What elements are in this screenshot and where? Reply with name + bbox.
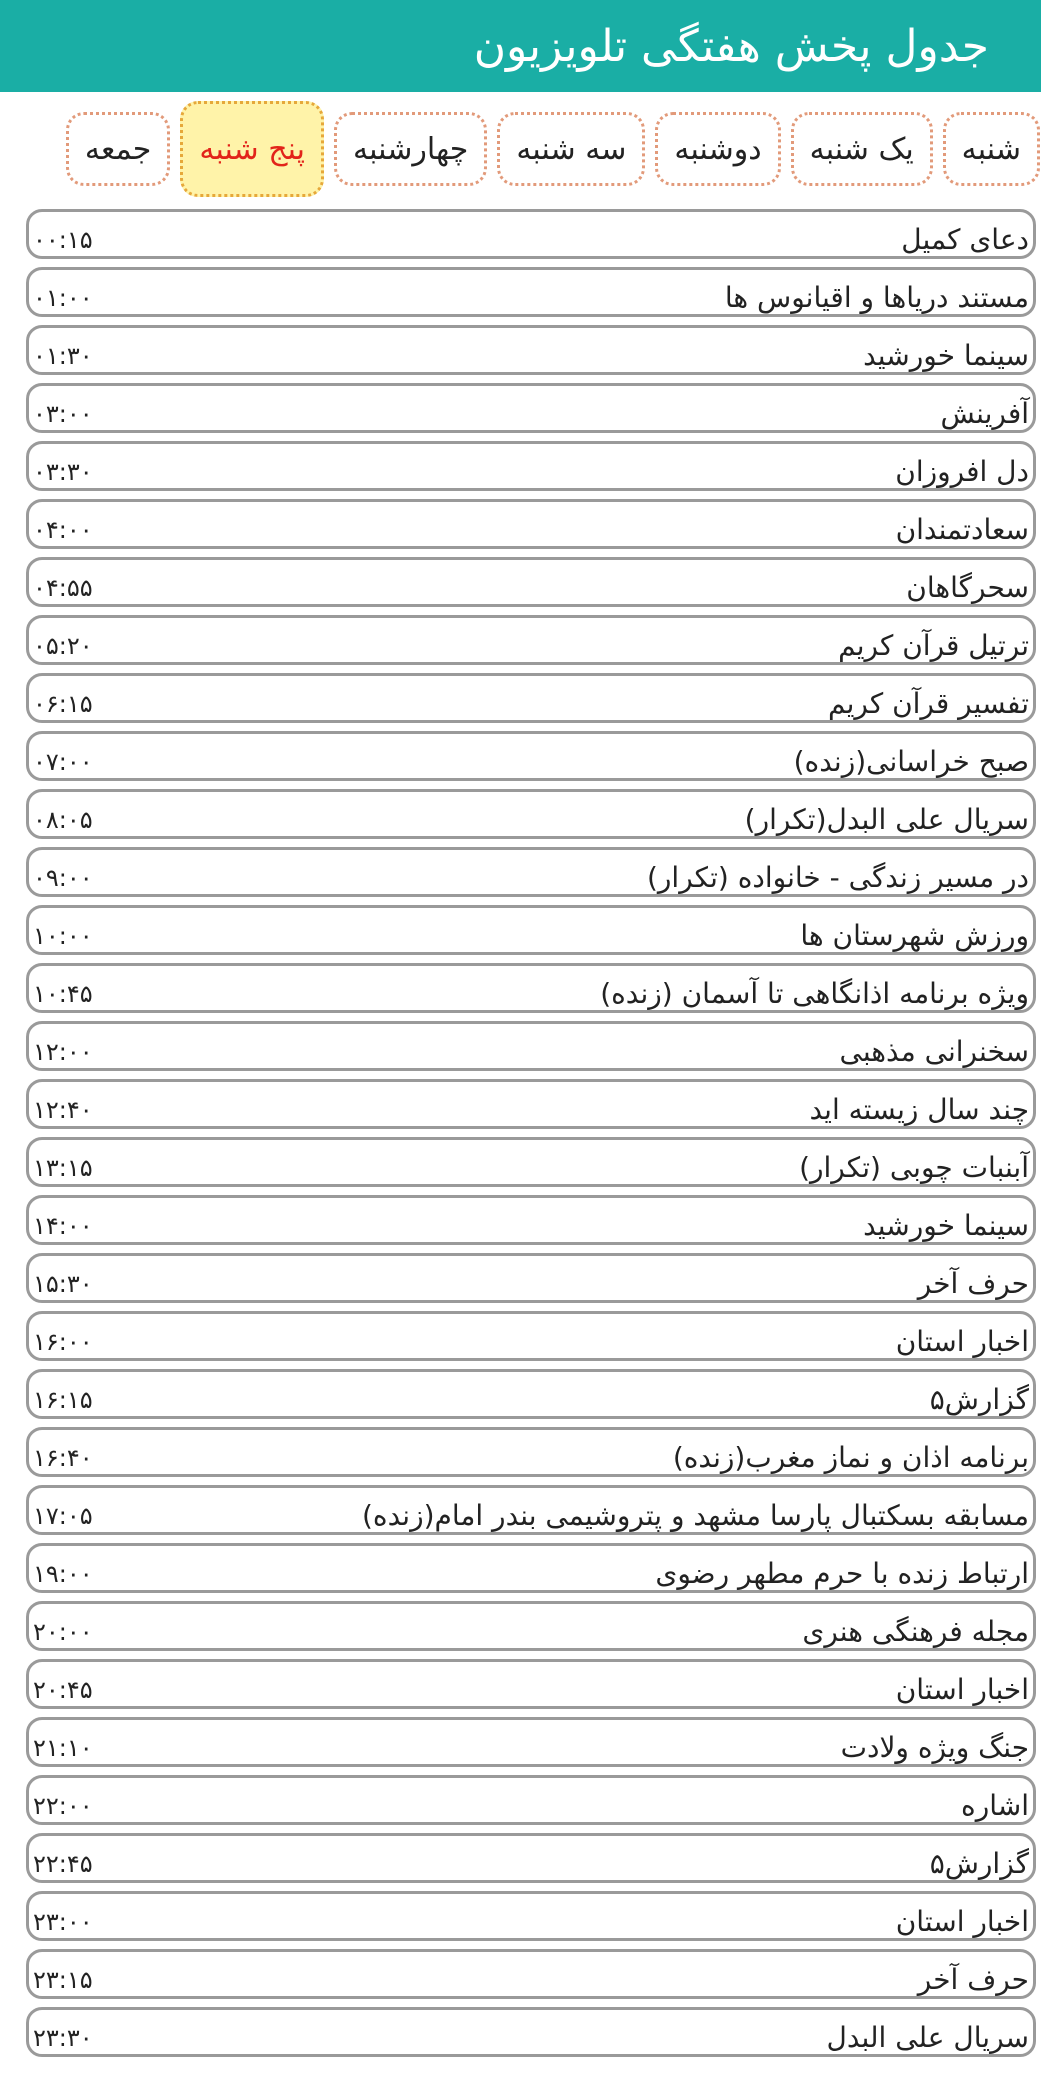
program-time: ۰۱:۳۰: [33, 342, 93, 370]
program-time: ۰۳:۰۰: [33, 400, 93, 428]
program-title: تفسیر قرآن کریم: [827, 687, 1029, 720]
program-time: ۰۷:۰۰: [33, 748, 93, 776]
program-title: در مسیر زندگی - خانواده (تکرار): [646, 861, 1029, 894]
program-time: ۲۳:۰۰: [33, 1908, 93, 1936]
program-title: سریال علی البدل: [826, 2021, 1029, 2054]
schedule-row: [26, 615, 1036, 665]
program-time: ۱۳:۱۵: [33, 1154, 93, 1182]
schedule-row: [26, 963, 1036, 1013]
program-title: سینما خورشید: [863, 339, 1029, 372]
day-tabs: [30, 100, 1040, 198]
schedule-row: [26, 1543, 1036, 1593]
program-time: ۰۳:۳۰: [33, 458, 93, 486]
schedule-row: [26, 1079, 1036, 1129]
program-time: ۲۰:۴۵: [33, 1676, 93, 1704]
program-time: ۱۶:۴۰: [33, 1444, 93, 1472]
program-title: گزارش۵: [929, 1383, 1029, 1416]
program-time: ۱۲:۰۰: [33, 1038, 93, 1066]
schedule-row: [26, 2007, 1036, 2057]
tab-tuesday[interactable]: [497, 112, 645, 186]
program-time: ۰۴:۰۰: [33, 516, 93, 544]
program-time: ۲۰:۰۰: [33, 1618, 93, 1646]
program-time: ۲۳:۳۰: [33, 2024, 93, 2052]
program-time: ۰۹:۰۰: [33, 864, 93, 892]
tab-label: جمعه: [84, 131, 152, 167]
program-time: ۱۰:۴۵: [33, 980, 93, 1008]
program-title: گزارش۵: [929, 1847, 1029, 1880]
schedule-row: [26, 499, 1036, 549]
program-title: مسابقه بسکتبال پارسا مشهد و پتروشیمی بندر امام(زنده): [361, 1499, 1029, 1532]
program-title: ورزش شهرستان ها: [800, 919, 1029, 952]
program-time: ۰۶:۱۵: [33, 690, 93, 718]
schedule-row: [26, 1485, 1036, 1535]
schedule-row: [26, 383, 1036, 433]
schedule-row: [26, 1949, 1036, 1999]
page-header: [0, 0, 1041, 92]
program-time: ۱۵:۳۰: [33, 1270, 93, 1298]
program-title: آبنبات چوبی (تکرار): [799, 1151, 1029, 1184]
program-title: دعای کمیل: [901, 223, 1029, 256]
tab-label: یک شنبه: [809, 131, 914, 167]
schedule-row: [26, 673, 1036, 723]
schedule-row: [26, 789, 1036, 839]
schedule-row: [26, 1195, 1036, 1245]
page-title: جدول پخش هفتگی تلویزیون: [473, 20, 989, 72]
program-title: سعادتمندان: [895, 513, 1029, 546]
program-title: جنگ ویژه ولادت: [840, 1731, 1029, 1764]
program-title: اخبار استان: [895, 1905, 1029, 1938]
program-time: ۱۴:۰۰: [33, 1212, 93, 1240]
schedule-row: [26, 847, 1036, 897]
program-title: اخبار استان: [895, 1673, 1029, 1706]
program-time: ۱۲:۴۰: [33, 1096, 93, 1124]
program-title: حرف آخر: [917, 1267, 1029, 1300]
schedule-row: [26, 267, 1036, 317]
schedule-row: [26, 1021, 1036, 1071]
program-title: مجله فرهنگی هنری: [802, 1615, 1029, 1648]
program-title: چند سال زیسته اید: [809, 1093, 1029, 1126]
program-title: ترتیل قرآن کریم: [838, 629, 1029, 662]
program-title: سحرگاهان: [906, 571, 1029, 604]
program-title: سخنرانی مذهبی: [839, 1035, 1029, 1068]
program-title: دل افروزان: [895, 455, 1029, 488]
schedule-row: [26, 557, 1036, 607]
program-title: آفرینش: [940, 397, 1029, 430]
tab-label: پنج شنبه: [199, 131, 305, 167]
program-title: ارتباط زنده با حرم مطهر رضوی: [655, 1557, 1029, 1590]
schedule-row: [26, 325, 1036, 375]
program-title: مستند دریاها و اقیانوس ها: [724, 281, 1029, 314]
program-time: ۰۱:۰۰: [33, 284, 93, 312]
program-time: ۲۲:۰۰: [33, 1792, 93, 1820]
program-title: برنامه اذان و نماز مغرب(زنده): [672, 1441, 1029, 1474]
tab-label: دوشنبه: [674, 131, 762, 167]
schedule-row: [26, 1659, 1036, 1709]
program-title: صبح خراسانی(زنده): [793, 745, 1029, 778]
tab-saturday[interactable]: [943, 112, 1040, 186]
schedule-row: [26, 1311, 1036, 1361]
tab-sunday[interactable]: [791, 112, 933, 186]
tab-monday[interactable]: [655, 112, 780, 186]
schedule-row: [26, 731, 1036, 781]
schedule-row: [26, 1717, 1036, 1767]
program-time: ۱۰:۰۰: [33, 922, 93, 950]
schedule-row: [26, 1369, 1036, 1419]
tab-thursday[interactable]: [180, 101, 324, 197]
program-title: حرف آخر: [917, 1963, 1029, 1996]
schedule-row: [26, 905, 1036, 955]
schedule-row: [26, 1601, 1036, 1651]
program-time: ۲۲:۴۵: [33, 1850, 93, 1878]
program-time: ۰۰:۱۵: [33, 226, 93, 254]
tab-label: چهارشنبه: [353, 131, 469, 167]
program-title: اخبار استان: [895, 1325, 1029, 1358]
program-time: ۰۸:۰۵: [33, 806, 93, 834]
schedule-row: [26, 1137, 1036, 1187]
program-time: ۱۷:۰۵: [33, 1502, 93, 1530]
tab-friday[interactable]: [66, 112, 170, 186]
tab-wednesday[interactable]: [334, 112, 487, 186]
program-time: ۱۶:۱۵: [33, 1386, 93, 1414]
schedule-row: [26, 1427, 1036, 1477]
program-time: ۱۶:۰۰: [33, 1328, 93, 1356]
schedule-row: [26, 441, 1036, 491]
schedule-row: [26, 1775, 1036, 1825]
program-time: ۲۳:۱۵: [33, 1966, 93, 1994]
schedule-row: [26, 209, 1036, 259]
tab-label: سه شنبه: [516, 131, 627, 167]
program-title: سریال علی البدل(تکرار): [744, 803, 1029, 836]
schedule-row: [26, 1833, 1036, 1883]
program-time: ۰۴:۵۵: [33, 574, 93, 602]
program-time: ۰۵:۲۰: [33, 632, 93, 660]
program-time: ۱۹:۰۰: [33, 1560, 93, 1588]
schedule-row: [26, 1253, 1036, 1303]
tab-label: شنبه: [961, 131, 1021, 167]
program-title: ویژه برنامه اذانگاهی تا آسمان (زنده): [600, 977, 1029, 1010]
schedule-row: [26, 1891, 1036, 1941]
schedule-list: [26, 209, 1036, 2065]
program-title: سینما خورشید: [863, 1209, 1029, 1242]
program-time: ۲۱:۱۰: [33, 1734, 93, 1762]
program-title: اشاره: [961, 1789, 1029, 1822]
